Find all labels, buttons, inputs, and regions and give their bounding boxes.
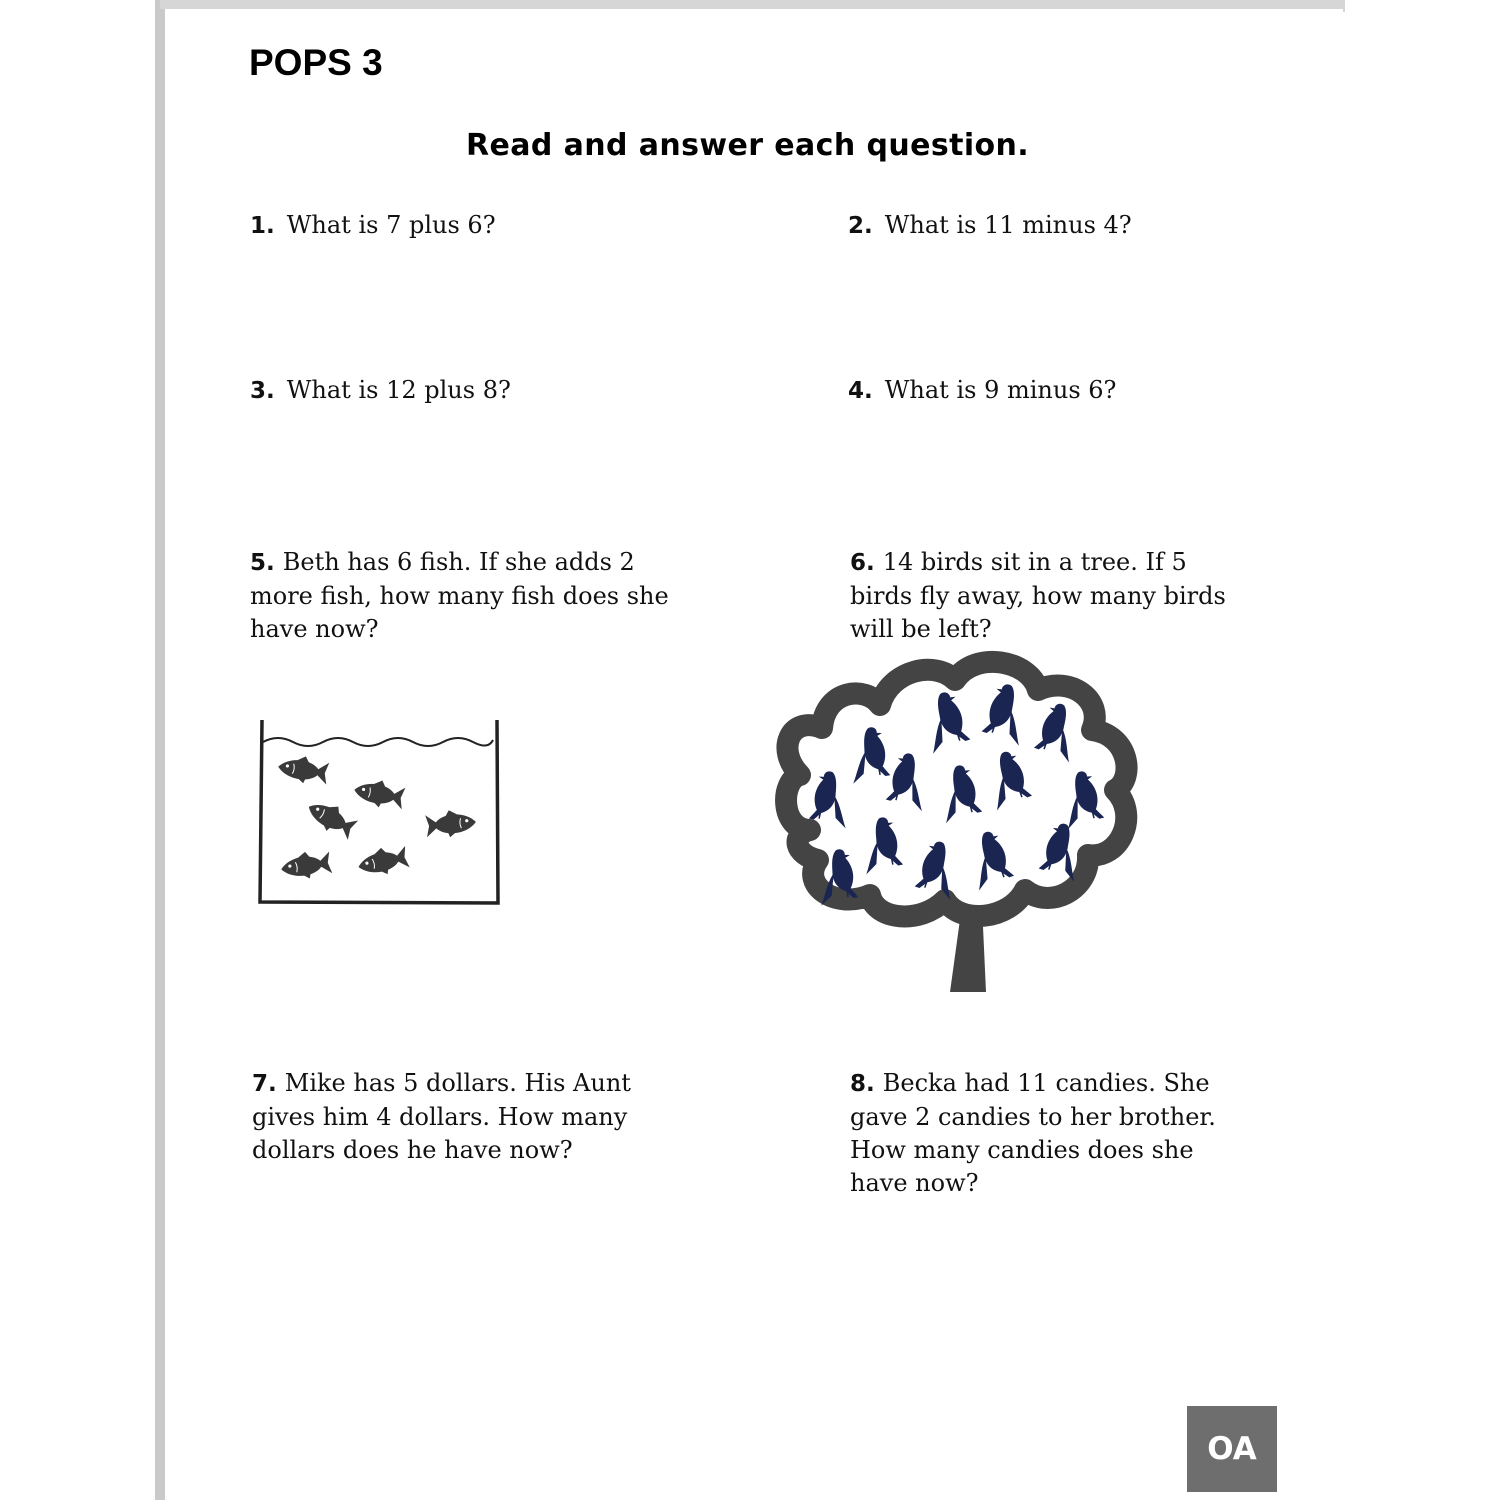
question-text: Mike has 5 dollars. His Aunt gives him 4 dollars. How many dollars does he have now? <box>252 1069 631 1164</box>
question-4 <box>848 374 1116 408</box>
question-number: 1. <box>250 213 275 239</box>
question-number: 3. <box>250 378 275 404</box>
question-text: What is 12 plus 8? <box>286 376 511 404</box>
question-1 <box>250 209 496 243</box>
question-8 <box>850 1067 1220 1200</box>
question-3 <box>250 374 511 408</box>
worksheet-heading: POPS 3 <box>249 42 383 83</box>
question-text: Becka had 11 candies. She gave 2 candies to her brother. How many candies does she have now? <box>850 1069 1216 1197</box>
question-2 <box>848 209 1132 243</box>
question-6 <box>850 546 1250 646</box>
question-number: 4. <box>848 378 873 404</box>
bird-tree-icon <box>770 650 1170 1000</box>
question-text: What is 7 plus 6? <box>286 211 496 239</box>
question-number: 6. <box>850 550 875 576</box>
question-text: Beth has 6 fish. If she adds 2 more fish, how many fish does she have now? <box>250 548 669 643</box>
question-text: What is 9 minus 6? <box>884 376 1117 404</box>
fish-tank-icon <box>250 712 510 912</box>
oa-badge: OA <box>1187 1406 1277 1492</box>
question-number: 2. <box>848 213 873 239</box>
page-edge-top <box>160 0 1345 9</box>
question-text: What is 11 minus 4? <box>884 211 1132 239</box>
question-7 <box>252 1067 642 1167</box>
question-number: 7. <box>252 1071 277 1097</box>
page-edge-left <box>155 0 165 1500</box>
instructions: Read and answer each question. <box>466 128 1030 163</box>
question-5 <box>250 546 670 646</box>
page-edge-right <box>1343 0 1345 12</box>
question-number: 5. <box>250 550 275 576</box>
question-text: 14 birds sit in a tree. If 5 birds fly away, how many birds will be left? <box>850 548 1226 643</box>
question-number: 8. <box>850 1071 875 1097</box>
